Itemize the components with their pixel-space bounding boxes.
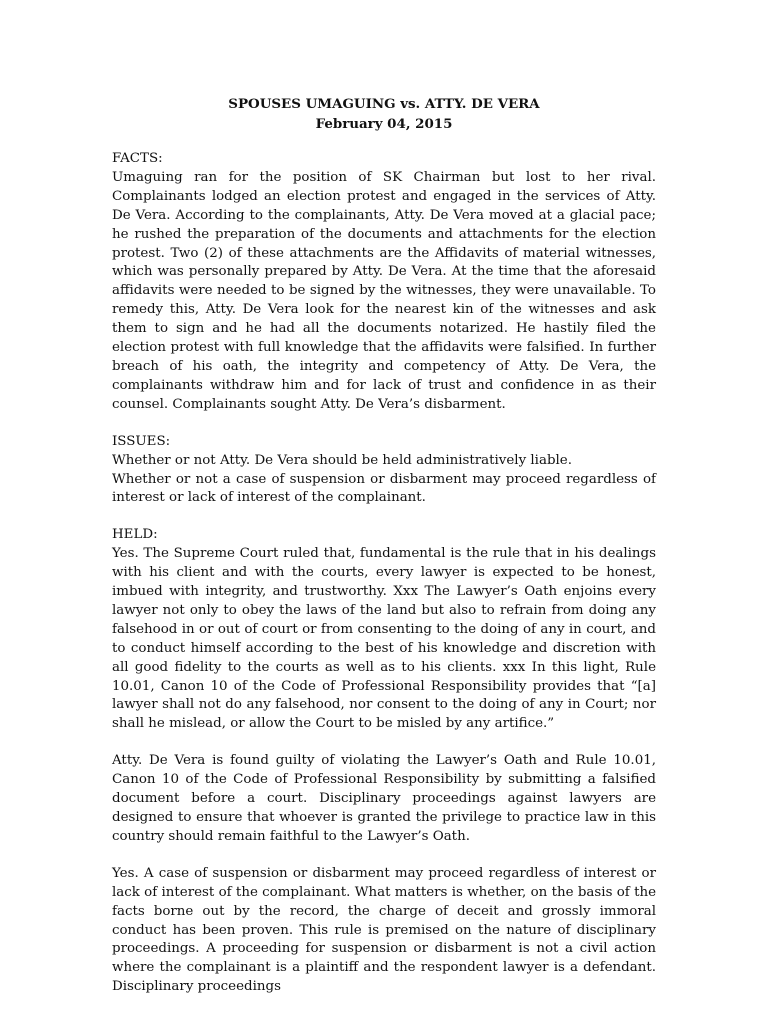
facts-paragraph: Umaguing ran for the position of SK Chairman but lost to her rival. Complainants lodged an election protest and engaged in the services of Atty. De Vera. According to the complainants, Atty. De Vera moved at a glacial pace; he rushed the preparation of the documents and attachments for the election protest. Two (2) of these attachments are the Affidavits of material witnesses, which was personally prepared by Atty. De Vera. At the time that the aforesaid affidavits were needed to be signed by the witnesses, they were unavailable. To remedy this, Atty. De Vera look for the nearest kin of the witnesses and ask them to sign and he had all the documents notarized. He hastily filed the election protest with full knowledge that the affidavits were falsified. In further breach of his oath, the integrity and competency of Atty. De Vera, the complainants withdraw him and for lack of trust and confidence in as their counsel. Complainants sought Atty. De Vera’s disbarment. xyxy=(112,169,656,412)
paragraph-gap xyxy=(112,734,656,752)
issues-heading: ISSUES: xyxy=(112,433,171,449)
document-page xyxy=(112,94,656,1015)
facts-heading: FACTS: xyxy=(112,151,163,166)
held-heading: HELD: xyxy=(112,527,158,543)
document-header xyxy=(112,94,656,134)
facts-section xyxy=(112,150,656,415)
case-title: SPOUSES UMAGUING vs. ATTY. DE VERA xyxy=(228,96,540,112)
issue-item: Whether or not Atty. De Vera should be held administratively liable. xyxy=(112,452,572,468)
case-date: February 04, 2015 xyxy=(315,116,453,132)
held-paragraph: Atty. De Vera is found guilty of violating the Lawyer’s Oath and Rule 10.01, Canon 10 of the Code of Professional Responsibility by submitting a falsified document before a court. Disciplinary proceedings against lawyers are designed to ensure that whoever is granted the privilege to practice law in this country should remain faithful to the Lawyer’s Oath. xyxy=(112,753,656,844)
issues-section xyxy=(112,433,656,509)
issue-item: Whether or not a case of suspension or disbarment may proceed regardless of interest or lack of interest of the complainant. xyxy=(112,471,656,506)
held-paragraph: Yes. A case of suspension or disbarment may proceed regardless of interest or lack of interest of the complainant. What matters is whether, on the basis of the facts borne out by the record, the charge of deceit and grossly immoral conduct has been proven. This rule is premised on the nature of disciplinary proceedings. A proceeding for suspension or disbarment is not a civil action where the complainant is a plaintiff and the respondent lawyer is a defendant. Disciplinary proceedings xyxy=(112,865,656,995)
paragraph-gap xyxy=(112,847,656,865)
held-section xyxy=(112,526,656,997)
held-paragraph: Yes. The Supreme Court ruled that, fundamental is the rule that in his dealings with his client and with the courts, every lawyer is expected to be honest, imbued with integrity, and trustworthy. Xxx The Lawyer’s Oath enjoins every lawyer not only to obey the laws of the land but also to refrain from doing any falsehood in or out of court or from consenting to the doing of any in court, and to conduct himself according to the best of his knowledge and discretion with all good fidelity to the courts as well as to his clients. xxx In this light, Rule 10.01, Canon 10 of the Code of Professional Responsibility provides that “[a] lawyer shall not do any falsehood, nor consent to the doing of any in Court; nor shall he mislead, or allow the Court to be misled by any artifice.” xyxy=(112,546,656,732)
